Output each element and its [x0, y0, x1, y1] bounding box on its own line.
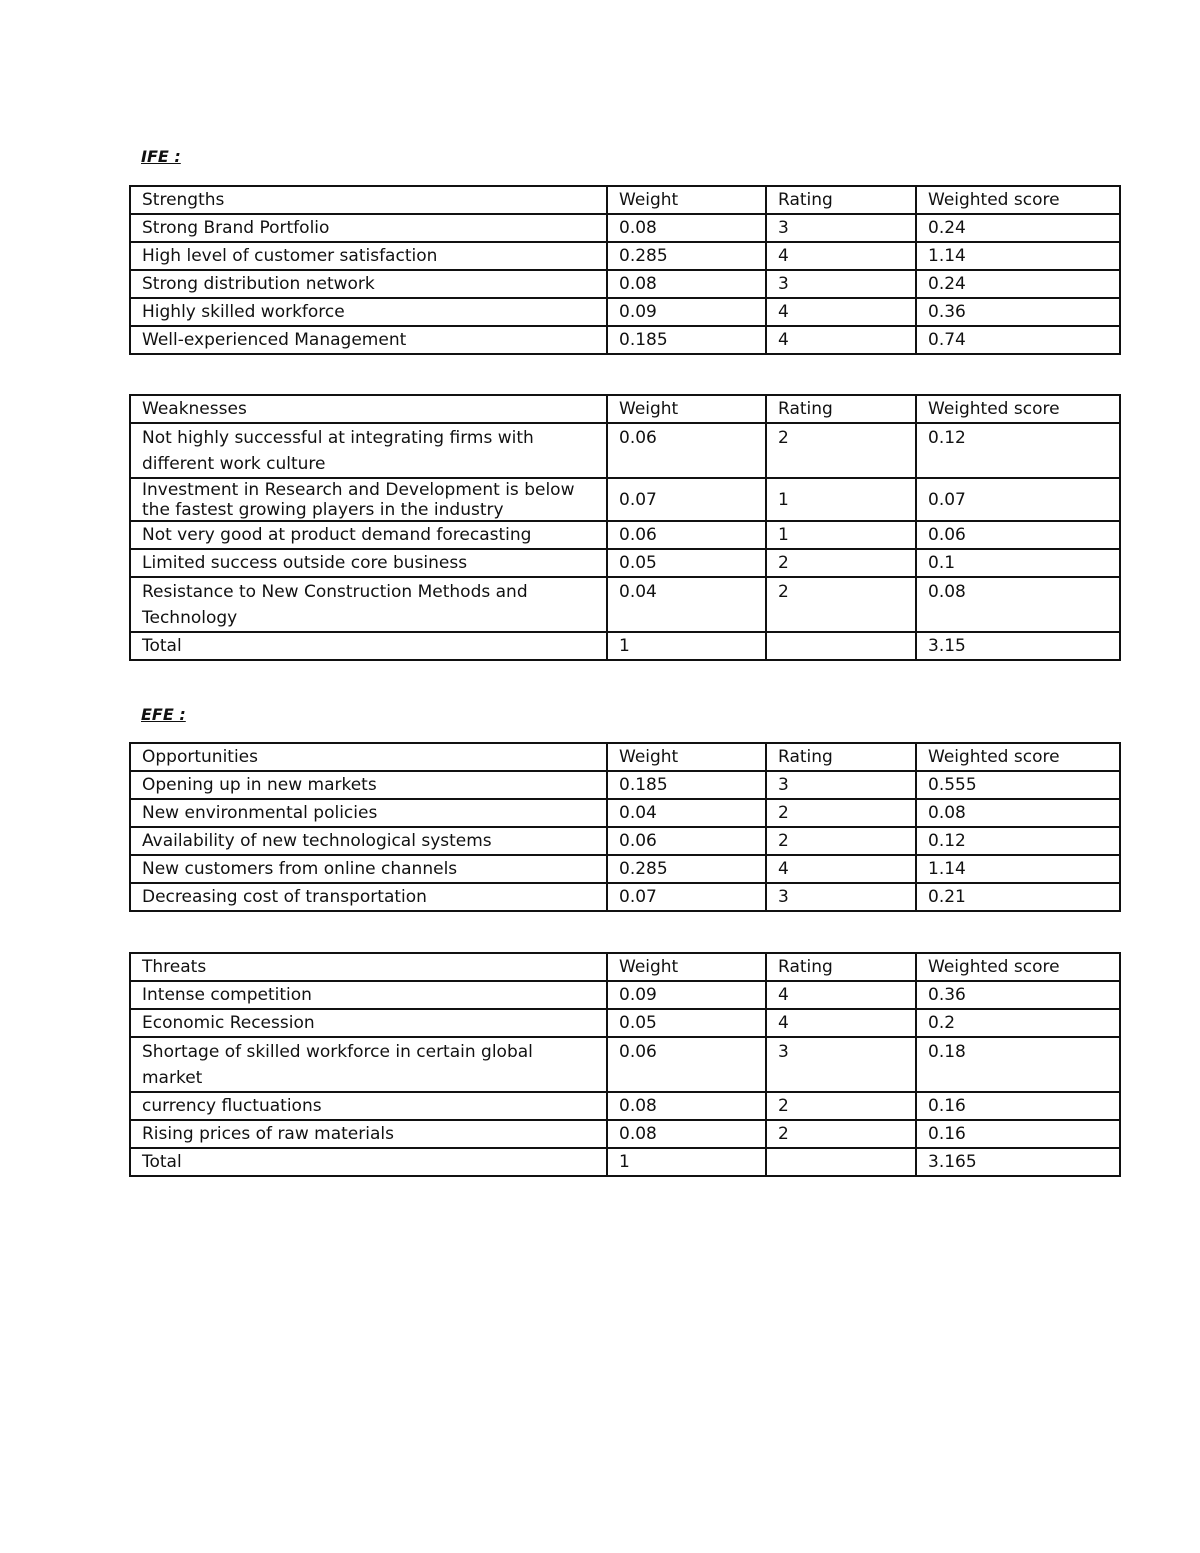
- table-row: [130, 827, 1120, 855]
- efe-heading: EFE :: [141, 705, 186, 724]
- rating-cell: 4: [766, 326, 916, 354]
- table-row: [130, 577, 1120, 632]
- header-cell: Rating: [766, 953, 916, 981]
- rating-cell: 3: [766, 270, 916, 298]
- header-cell: Weight: [607, 743, 766, 771]
- factor-cell: New customers from online channels: [130, 855, 607, 883]
- table-row: [130, 242, 1120, 270]
- rating-cell: 4: [766, 298, 916, 326]
- score-cell: 0.2: [916, 1009, 1120, 1037]
- header-cell: Rating: [766, 395, 916, 423]
- rating-cell: 2: [766, 827, 916, 855]
- strengths-table: [129, 185, 1121, 355]
- rating-cell: 2: [766, 423, 916, 478]
- total-score-cell: 3.15: [916, 632, 1120, 660]
- table-row: [130, 883, 1120, 911]
- weight-cell: 0.285: [607, 242, 766, 270]
- table-row: [130, 855, 1120, 883]
- threats-table: [129, 952, 1121, 1177]
- table-header-row: [130, 743, 1120, 771]
- rating-cell: 2: [766, 549, 916, 577]
- score-cell: 0.16: [916, 1120, 1120, 1148]
- score-cell: 0.16: [916, 1092, 1120, 1120]
- score-cell: 0.24: [916, 214, 1120, 242]
- factor-cell: Resistance to New Construction Methods and Technology: [130, 577, 607, 632]
- header-cell: Strengths: [130, 186, 607, 214]
- weight-cell: 0.07: [607, 478, 766, 521]
- score-cell: 0.08: [916, 577, 1120, 632]
- rating-cell: 3: [766, 1037, 916, 1092]
- score-cell: 0.36: [916, 298, 1120, 326]
- factor-cell: Highly skilled workforce: [130, 298, 607, 326]
- table-row: [130, 521, 1120, 549]
- weight-cell: 0.09: [607, 298, 766, 326]
- opportunities-table: [129, 742, 1121, 912]
- score-cell: 1.14: [916, 855, 1120, 883]
- weight-cell: 0.06: [607, 827, 766, 855]
- factor-cell: Availability of new technological systems: [130, 827, 607, 855]
- total-score-cell: 3.165: [916, 1148, 1120, 1176]
- header-cell: Weight: [607, 953, 766, 981]
- weight-cell: 0.06: [607, 423, 766, 478]
- factor-cell: Limited success outside core business: [130, 549, 607, 577]
- weight-cell: 0.06: [607, 1037, 766, 1092]
- table-header-row: [130, 953, 1120, 981]
- factor-cell: Strong Brand Portfolio: [130, 214, 607, 242]
- table-row: [130, 771, 1120, 799]
- weight-cell: 0.08: [607, 270, 766, 298]
- score-cell: 0.12: [916, 827, 1120, 855]
- score-cell: 1.14: [916, 242, 1120, 270]
- header-cell: Weight: [607, 395, 766, 423]
- weight-cell: 0.05: [607, 1009, 766, 1037]
- factor-cell: Not very good at product demand forecasting: [130, 521, 607, 549]
- table-row: [130, 981, 1120, 1009]
- score-cell: 0.07: [916, 478, 1120, 521]
- factor-cell: Not highly successful at integrating firms with different work culture: [130, 423, 607, 478]
- weight-cell: 0.05: [607, 549, 766, 577]
- table-row: [130, 326, 1120, 354]
- header-cell: Weighted score: [916, 953, 1120, 981]
- factor-cell: High level of customer satisfaction: [130, 242, 607, 270]
- factor-cell: New environmental policies: [130, 799, 607, 827]
- total-rating-cell: [766, 632, 916, 660]
- rating-cell: 3: [766, 771, 916, 799]
- table-total-row: [130, 632, 1120, 660]
- header-cell: Weight: [607, 186, 766, 214]
- weight-cell: 0.185: [607, 771, 766, 799]
- table-row: [130, 478, 1120, 521]
- header-cell: Weighted score: [916, 186, 1120, 214]
- weight-cell: 0.04: [607, 799, 766, 827]
- factor-cell: Strong distribution network: [130, 270, 607, 298]
- weight-cell: 0.04: [607, 577, 766, 632]
- factor-cell: Rising prices of raw materials: [130, 1120, 607, 1148]
- score-cell: 0.1: [916, 549, 1120, 577]
- header-cell: Opportunities: [130, 743, 607, 771]
- header-cell: Rating: [766, 743, 916, 771]
- rating-cell: 4: [766, 855, 916, 883]
- header-cell: Weaknesses: [130, 395, 607, 423]
- table-header-row: [130, 395, 1120, 423]
- rating-cell: 4: [766, 981, 916, 1009]
- total-weight-cell: 1: [607, 632, 766, 660]
- factor-cell: Shortage of skilled workforce in certain global market: [130, 1037, 607, 1092]
- score-cell: 0.18: [916, 1037, 1120, 1092]
- factor-cell: Economic Recession: [130, 1009, 607, 1037]
- weight-cell: 0.08: [607, 214, 766, 242]
- score-cell: 0.12: [916, 423, 1120, 478]
- table-row: [130, 423, 1120, 478]
- total-rating-cell: [766, 1148, 916, 1176]
- factor-cell: Well-experienced Management: [130, 326, 607, 354]
- header-cell: Threats: [130, 953, 607, 981]
- weight-cell: 0.285: [607, 855, 766, 883]
- table-row: [130, 1037, 1120, 1092]
- weight-cell: 0.07: [607, 883, 766, 911]
- table-row: [130, 298, 1120, 326]
- rating-cell: 3: [766, 883, 916, 911]
- factor-cell: Decreasing cost of transportation: [130, 883, 607, 911]
- table-row: [130, 549, 1120, 577]
- table-row: [130, 1120, 1120, 1148]
- rating-cell: 1: [766, 521, 916, 549]
- table-total-row: [130, 1148, 1120, 1176]
- score-cell: 0.06: [916, 521, 1120, 549]
- header-cell: Weighted score: [916, 743, 1120, 771]
- score-cell: 0.74: [916, 326, 1120, 354]
- header-cell: Weighted score: [916, 395, 1120, 423]
- table-row: [130, 799, 1120, 827]
- weight-cell: 0.08: [607, 1092, 766, 1120]
- rating-cell: 2: [766, 799, 916, 827]
- rating-cell: 2: [766, 1120, 916, 1148]
- header-cell: Rating: [766, 186, 916, 214]
- factor-cell: currency fluctuations: [130, 1092, 607, 1120]
- total-weight-cell: 1: [607, 1148, 766, 1176]
- rating-cell: 3: [766, 214, 916, 242]
- factor-cell: Opening up in new markets: [130, 771, 607, 799]
- score-cell: 0.24: [916, 270, 1120, 298]
- score-cell: 0.555: [916, 771, 1120, 799]
- total-label-cell: Total: [130, 632, 607, 660]
- weight-cell: 0.09: [607, 981, 766, 1009]
- score-cell: 0.36: [916, 981, 1120, 1009]
- rating-cell: 2: [766, 1092, 916, 1120]
- factor-cell: Intense competition: [130, 981, 607, 1009]
- score-cell: 0.21: [916, 883, 1120, 911]
- table-row: [130, 270, 1120, 298]
- weight-cell: 0.06: [607, 521, 766, 549]
- rating-cell: 2: [766, 577, 916, 632]
- weaknesses-table: [129, 394, 1121, 661]
- ife-heading: IFE :: [141, 147, 181, 166]
- weight-cell: 0.185: [607, 326, 766, 354]
- table-header-row: [130, 186, 1120, 214]
- score-cell: 0.08: [916, 799, 1120, 827]
- factor-cell: Investment in Research and Development is below the fastest growing players in the industry: [130, 478, 607, 521]
- rating-cell: 1: [766, 478, 916, 521]
- rating-cell: 4: [766, 1009, 916, 1037]
- rating-cell: 4: [766, 242, 916, 270]
- weight-cell: 0.08: [607, 1120, 766, 1148]
- table-row: [130, 1009, 1120, 1037]
- table-row: [130, 1092, 1120, 1120]
- total-label-cell: Total: [130, 1148, 607, 1176]
- table-row: [130, 214, 1120, 242]
